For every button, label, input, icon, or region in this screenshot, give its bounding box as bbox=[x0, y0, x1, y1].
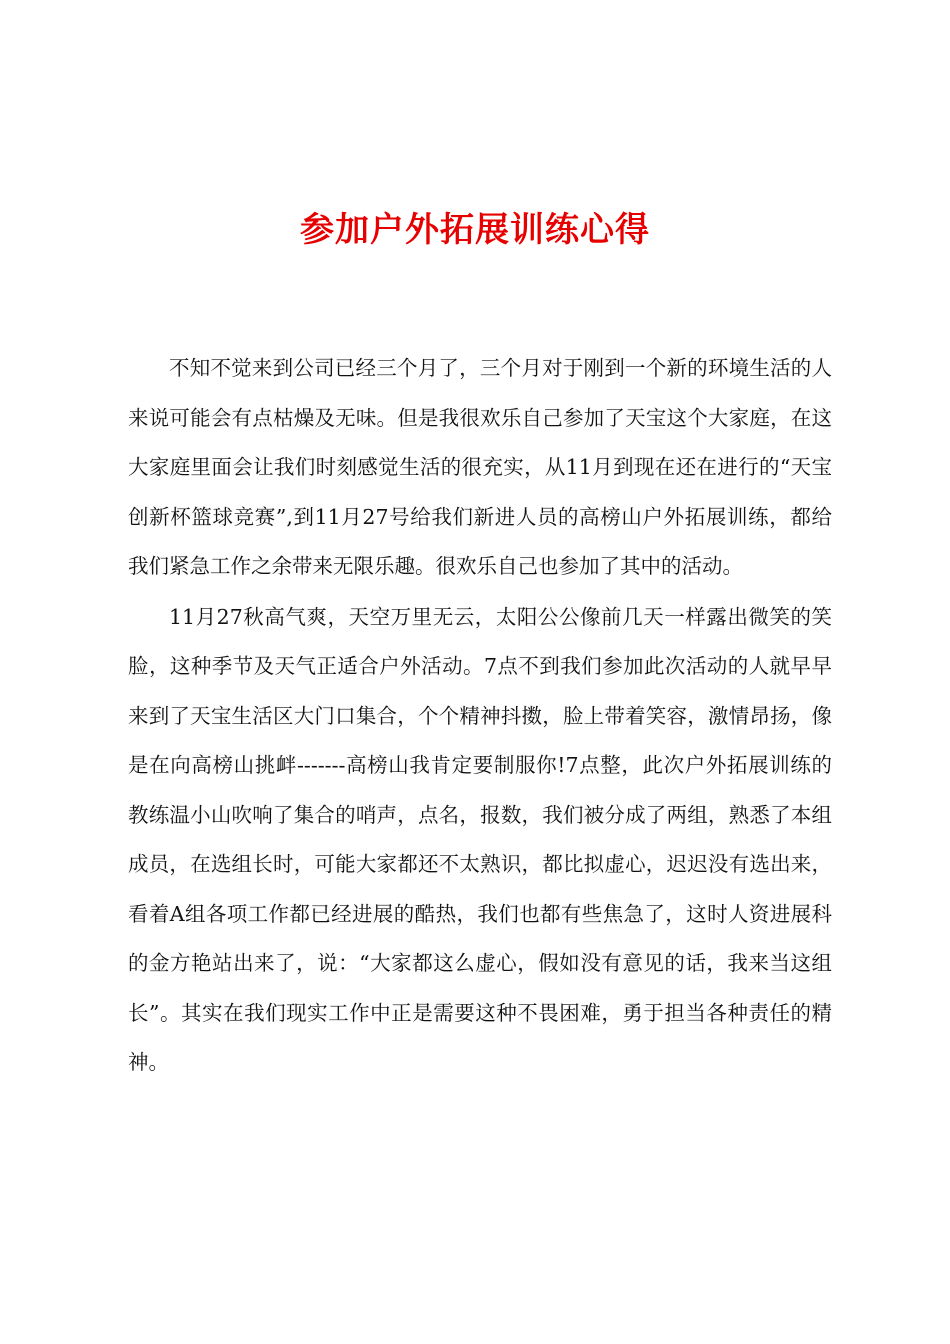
document-title: 参加户外拓展训练心得 bbox=[300, 210, 650, 250]
paragraph-2: 11月27秋高气爽，天空万里无云，太阳公公像前几天一样露出微笑的笑脸，这种季节及天气正适合户外活动。7点不到我们参加此次活动的人就早早来到了天宝生活区大门口集合，个个精神抖擞，脸上带着笑容，激情昂扬，像是在向高榜山挑衅-------高榜山我肯定要制服你!7点整，此次户外拓展训练的教练温小山吹响了集合的哨声，点名，报数，我们被分成了两组，熟悉了本组成员，在选组长时，可能大家都还不太熟识，都比拟虚心，迟迟没有选出来，看着A组各项工作都已经进展的酷热，我们也都有些焦急了，这时人资进展科的金方艳站出来了，说：“大家都这么虚心，假如没有意见的话，我来当这组长”。其实在我们现实工作中正是需要这种不畏困难，勇于担当各种责任的精神。 bbox=[128, 604, 832, 1074]
document-body bbox=[128, 344, 832, 1089]
paragraph-1: 不知不觉来到公司已经三个月了，三个月对于刚到一个新的环境生活的人来说可能会有点枯燥及无味。但是我很欢乐自己参加了天宝这个大家庭，在这大家庭里面会让我们时刻感觉生活的很充实，从11月到现在还在进行的“天宝创新杯篮球竞赛”,到11月27号给我们新进人员的高榜山户外拓展训练，都给我们紧急工作之余带来无限乐趣。很欢乐自己也参加了其中的活动。 bbox=[128, 356, 832, 578]
